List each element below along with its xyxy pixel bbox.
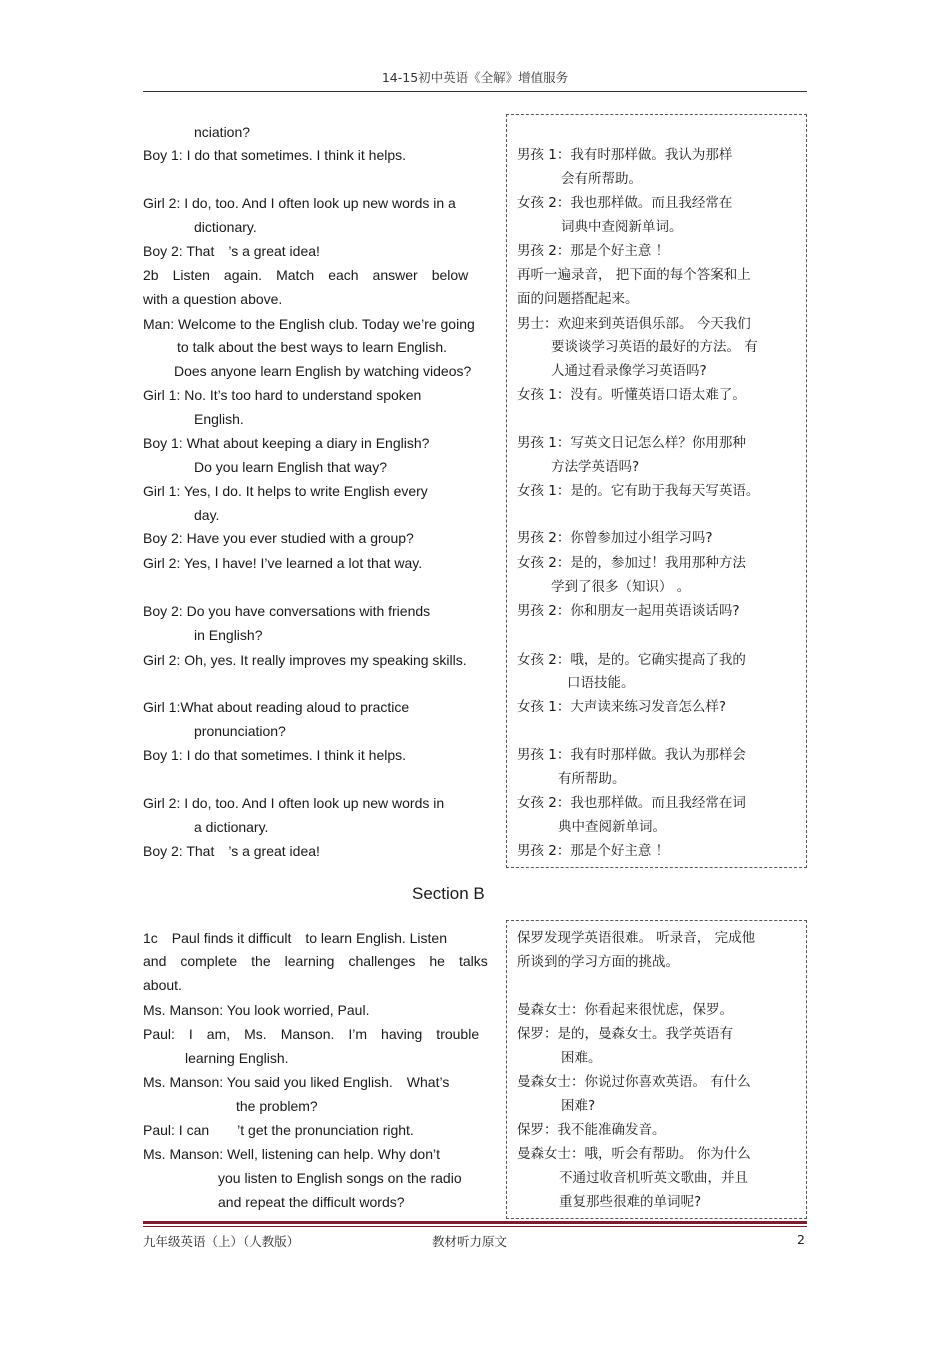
en-line: 1c Paul finds it difficult to learn English. Listen (143, 930, 448, 946)
en-line: learning English. (185, 1050, 289, 1066)
footer-book-title: 九年级英语（上）（人教版） (143, 1234, 300, 1249)
en-line: in English? (194, 627, 263, 643)
en-line: 2b Listen again. Match each answer below (143, 267, 469, 283)
en-line: Boy 2: That ’s a great idea! (143, 243, 320, 259)
en-line: Man: Welcome to the English club. Today we’re going (143, 316, 475, 332)
cn-line: 要谈谈学习英语的最好的方法。 有 (551, 339, 758, 355)
cn-line: 女孩 2：我也那样做。而且我经常在 (517, 195, 733, 211)
en-line: Boy 2: Do you have conversations with friends (143, 603, 431, 619)
cn-line: 男孩 1：我有时那样做。我认为那样 (517, 147, 733, 163)
cn-line: 困难? (561, 1098, 596, 1114)
page-header: 14-15初中英语《全解》增值服务 (381, 70, 569, 85)
header-divider (143, 91, 807, 92)
en-line: Paul: I can ’t get the pronunciation right. (143, 1122, 414, 1138)
en-line: you listen to English songs on the radio (218, 1170, 462, 1186)
en-line: and complete the learning challenges he talks (143, 953, 488, 969)
cn-line: 学到了很多（知识） 。 (551, 579, 691, 595)
en-line: nciation? (194, 124, 251, 140)
en-line: Ms. Manson: You look worried, Paul. (143, 1002, 370, 1018)
cn-line: 口语技能。 (567, 675, 635, 691)
en-line: Paul: I am, Ms. Manson. I’m having trouble (143, 1026, 480, 1042)
cn-line: 男孩 2：那是个好主意 ！ (517, 843, 670, 859)
cn-line: 所谈到的学习方面的挑战。 (517, 954, 679, 970)
cn-line: 保罗：是的，曼森女士。我学英语有 (517, 1026, 733, 1042)
cn-line: 曼森女士：你看起来很忧虑，保罗。 (517, 1002, 733, 1018)
cn-line: 女孩 1：没有。听懂英语口语太难了。 (517, 387, 746, 403)
cn-line: 曼森女士：哦，听会有帮助。 你为什么 (517, 1146, 751, 1162)
cn-line: 男孩 1：写英文日记怎么样？你用那种 (517, 435, 746, 451)
footer-section-label: 教材听力原文 (432, 1234, 508, 1249)
cn-line: 方法学英语吗? (551, 459, 640, 475)
cn-line: 重复那些很难的单词呢? (559, 1194, 702, 1210)
en-line: and repeat the difficult words? (218, 1194, 405, 1210)
en-line: Girl 2: Oh, yes. It really improves my speaking skills. (143, 652, 467, 668)
cn-line: 不通过收音机听英文歌曲，并且 (559, 1170, 748, 1186)
cn-line: 男孩 2：你和朋友一起用英语谈话吗? (517, 603, 740, 619)
cn-line: 男孩 1：我有时那样做。我认为那样会 (517, 747, 746, 763)
en-line: Girl 1:What about reading aloud to practice (143, 699, 410, 715)
en-line: Girl 1: Yes, I do. It helps to write English every (143, 483, 428, 499)
cn-line: 女孩 2：哦，是的。它确实提高了我的 (517, 652, 746, 668)
en-line: Girl 2: I do, too. And I often look up new words in a (143, 195, 456, 211)
cn-line: 会有所帮助。 (561, 171, 642, 187)
en-line: Do you learn English that way? (194, 459, 387, 475)
cn-line: 典中查阅新单词。 (558, 819, 666, 835)
en-line: Girl 2: Yes, I have! I’ve learned a lot that way. (143, 555, 423, 571)
cn-line: 男孩 2：那是个好主意 ！ (517, 243, 670, 259)
en-line: Girl 2: I do, too. And I often look up new words in (143, 795, 445, 811)
footer-divider-thin (143, 1226, 807, 1227)
cn-line: 保罗：我不能准确发音。 (517, 1122, 666, 1138)
en-line: Boy 2: Have you ever studied with a group? (143, 530, 414, 546)
en-line: pronunciation? (194, 723, 286, 739)
en-line: with a question above. (143, 291, 283, 307)
cn-line: 面的问题搭配起来。 (517, 291, 639, 307)
cn-line: 再听一遍录音， 把下面的每个答案和上 (517, 267, 751, 283)
en-line: English. (194, 411, 244, 427)
en-line: Ms. Manson: Well, listening can help. Why don’t (143, 1146, 440, 1162)
cn-line: 困难。 (561, 1050, 602, 1066)
cn-line: 人通过看录像学习英语吗? (551, 363, 707, 379)
en-line: dictionary. (194, 219, 257, 235)
en-line: to talk about the best ways to learn English. (177, 339, 448, 355)
en-line: Boy 1: I do that sometimes. I think it helps. (143, 147, 407, 163)
en-line: day. (194, 507, 220, 523)
en-line: Ms. Manson: You said you liked English. What’s (143, 1074, 450, 1090)
footer-divider (143, 1221, 807, 1224)
cn-line: 女孩 2：是的，参加过！我用那种方法 (517, 555, 746, 571)
cn-line: 女孩 2：我也那样做。而且我经常在词 (517, 795, 746, 811)
cn-line: 保罗发现学英语很难。 听录音， 完成他 (517, 930, 756, 946)
en-line: Does anyone learn English by watching videos? (174, 363, 472, 379)
en-line: Boy 1: I do that sometimes. I think it helps. (143, 747, 407, 763)
en-line: Boy 1: What about keeping a diary in English? (143, 435, 430, 451)
en-line: a dictionary. (194, 819, 269, 835)
en-line: Boy 2: That ’s a great idea! (143, 843, 320, 859)
cn-line: 女孩 1：大声读来练习发音怎么样? (517, 699, 727, 715)
page-number: 2 (797, 1232, 805, 1247)
cn-line: 有所帮助。 (558, 771, 626, 787)
cn-line: 男孩 2：你曾参加过小组学习吗? (517, 530, 713, 546)
en-line: the problem? (236, 1098, 318, 1114)
cn-line: 女孩 1：是的。它有助于我每天写英语。 (517, 483, 760, 499)
en-line: about. (143, 977, 182, 993)
cn-line: 词典中查阅新单词。 (561, 219, 683, 235)
en-line: Girl 1: No. It’s too hard to understand spoken (143, 387, 422, 403)
cn-line: 曼森女士：你说过你喜欢英语。 有什么 (517, 1074, 751, 1090)
cn-line: 男士：欢迎来到英语俱乐部。 今天我们 (517, 316, 751, 332)
section-b-title: Section B (412, 884, 485, 903)
